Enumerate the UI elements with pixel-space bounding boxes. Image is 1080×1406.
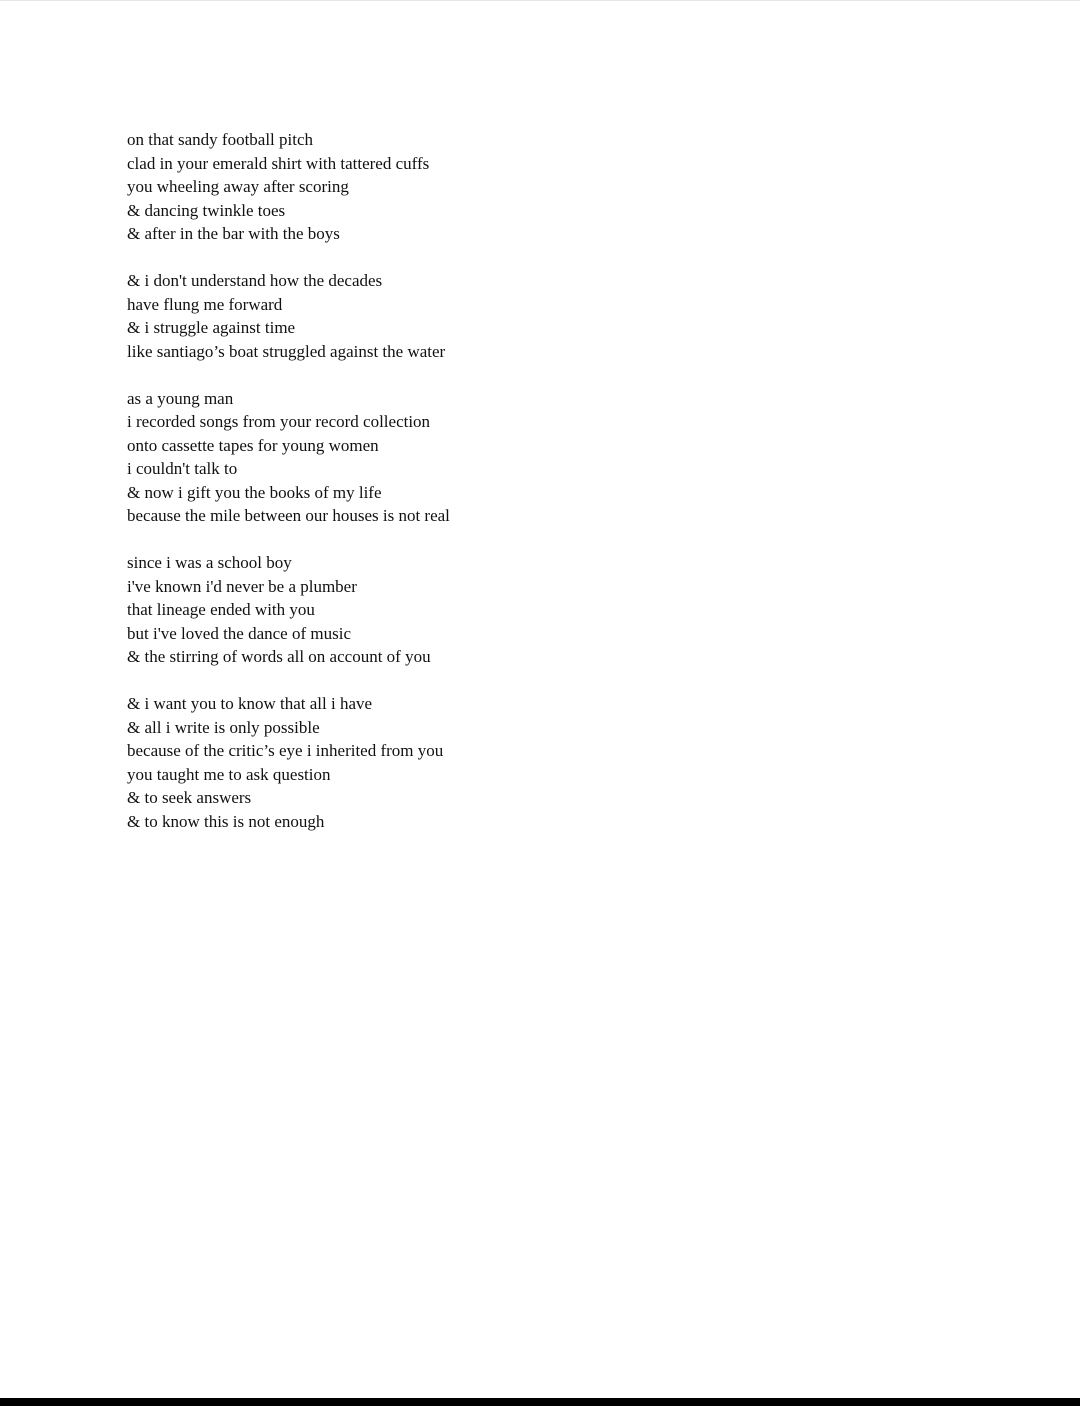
poem-line: you wheeling away after scoring [127, 177, 349, 196]
stanza-2 [127, 269, 827, 363]
poem-line: & dancing twinkle toes [127, 200, 286, 220]
poem-line: & the stirring of words all on account of you [127, 647, 431, 666]
poem-line: since i was a school boy [127, 553, 292, 572]
poem-line: clad in your emerald shirt with tattered cuffs [127, 153, 430, 173]
stanza-5 [127, 692, 827, 833]
poem-line: but i've loved the dance of music [127, 623, 351, 643]
poem-line: i recorded songs from your record collection [127, 412, 431, 431]
stanza-1 [127, 128, 827, 246]
poem-line: & to seek answers [127, 788, 252, 807]
poem-line: & all i write is only possible [127, 717, 320, 737]
poem-line: & to know this is not enough [127, 811, 325, 831]
poem-line: i couldn't talk to [127, 459, 238, 478]
poem-line: that lineage ended with you [127, 600, 315, 619]
poem-line: on that sandy football pitch [127, 130, 314, 149]
poem [127, 128, 827, 857]
poem-line: & i struggle against time [127, 318, 296, 337]
poem-line: & now i gift you the books of my life [127, 482, 382, 502]
poem-line: i've known i'd never be a plumber [127, 576, 357, 596]
poem-line: as a young man [127, 388, 234, 408]
poem-line: like santiago’s boat struggled against the water [127, 341, 446, 361]
bottom-edge-bar [0, 1398, 1080, 1406]
poem-line: & i want you to know that all i have [127, 694, 373, 713]
poem-line: & after in the bar with the boys [127, 224, 340, 243]
stanza-4 [127, 551, 827, 669]
stanza-3 [127, 387, 827, 528]
poem-line: you taught me to ask question [127, 764, 331, 784]
poem-line: because the mile between our houses is not real [127, 506, 450, 525]
poem-line: onto cassette tapes for young women [127, 435, 379, 455]
poem-line: & i don't understand how the decades [127, 271, 383, 290]
poem-line: because of the critic’s eye i inherited from you [127, 741, 444, 760]
poem-line: have flung me forward [127, 294, 283, 314]
